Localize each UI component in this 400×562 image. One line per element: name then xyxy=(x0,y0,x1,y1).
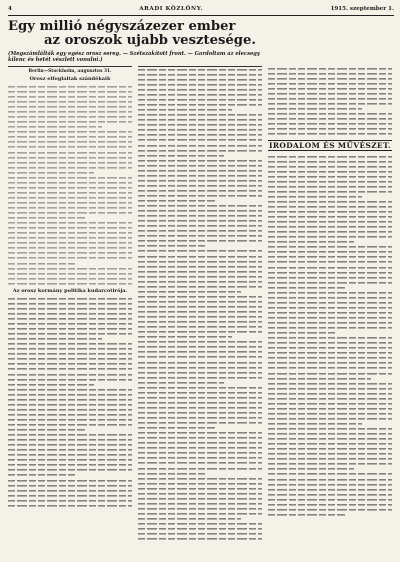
column-left xyxy=(8,66,132,541)
column-middle xyxy=(138,66,262,541)
body-text xyxy=(8,296,132,508)
section-title-2: Az orosz kormány politika kudarcotirója. xyxy=(12,287,128,294)
text-line xyxy=(138,536,262,541)
newspaper-page xyxy=(8,6,394,556)
body-text xyxy=(268,154,392,517)
text-line xyxy=(268,512,345,517)
headline-line-2: az oroszok ujabb vesztesége. xyxy=(43,33,256,48)
body-text xyxy=(268,66,392,137)
masthead xyxy=(8,6,394,16)
text-line xyxy=(8,281,132,286)
subheadline: (Megszámlálták egy egész orosz sereg. — Szétszakított front. — Gardoltam az elecsegy kilenc és hetét vészlett vonulni.) xyxy=(8,51,260,64)
paper-name: ARADI KÖZLÖNY. xyxy=(139,6,204,12)
page-number: 4 xyxy=(8,6,12,12)
headline-line-1: Egy millió négyszázezer ember xyxy=(8,19,236,34)
text-line xyxy=(8,503,132,508)
body-text-italic xyxy=(8,84,132,286)
main-headline xyxy=(8,20,260,48)
body-text xyxy=(138,67,262,541)
text-columns xyxy=(8,66,394,541)
dateline: Berlin—Stockholm, augusztus 31. xyxy=(28,69,112,74)
section-heading: IRODALOM ÉS MŰVÉSZET. xyxy=(269,140,391,150)
issue-date: 1915. szeptember 1. xyxy=(330,6,394,12)
text-line xyxy=(268,132,392,137)
divider xyxy=(8,66,132,67)
section-title: Orosz elfoglaltak szándékaik xyxy=(29,76,111,83)
column-right xyxy=(268,66,392,541)
